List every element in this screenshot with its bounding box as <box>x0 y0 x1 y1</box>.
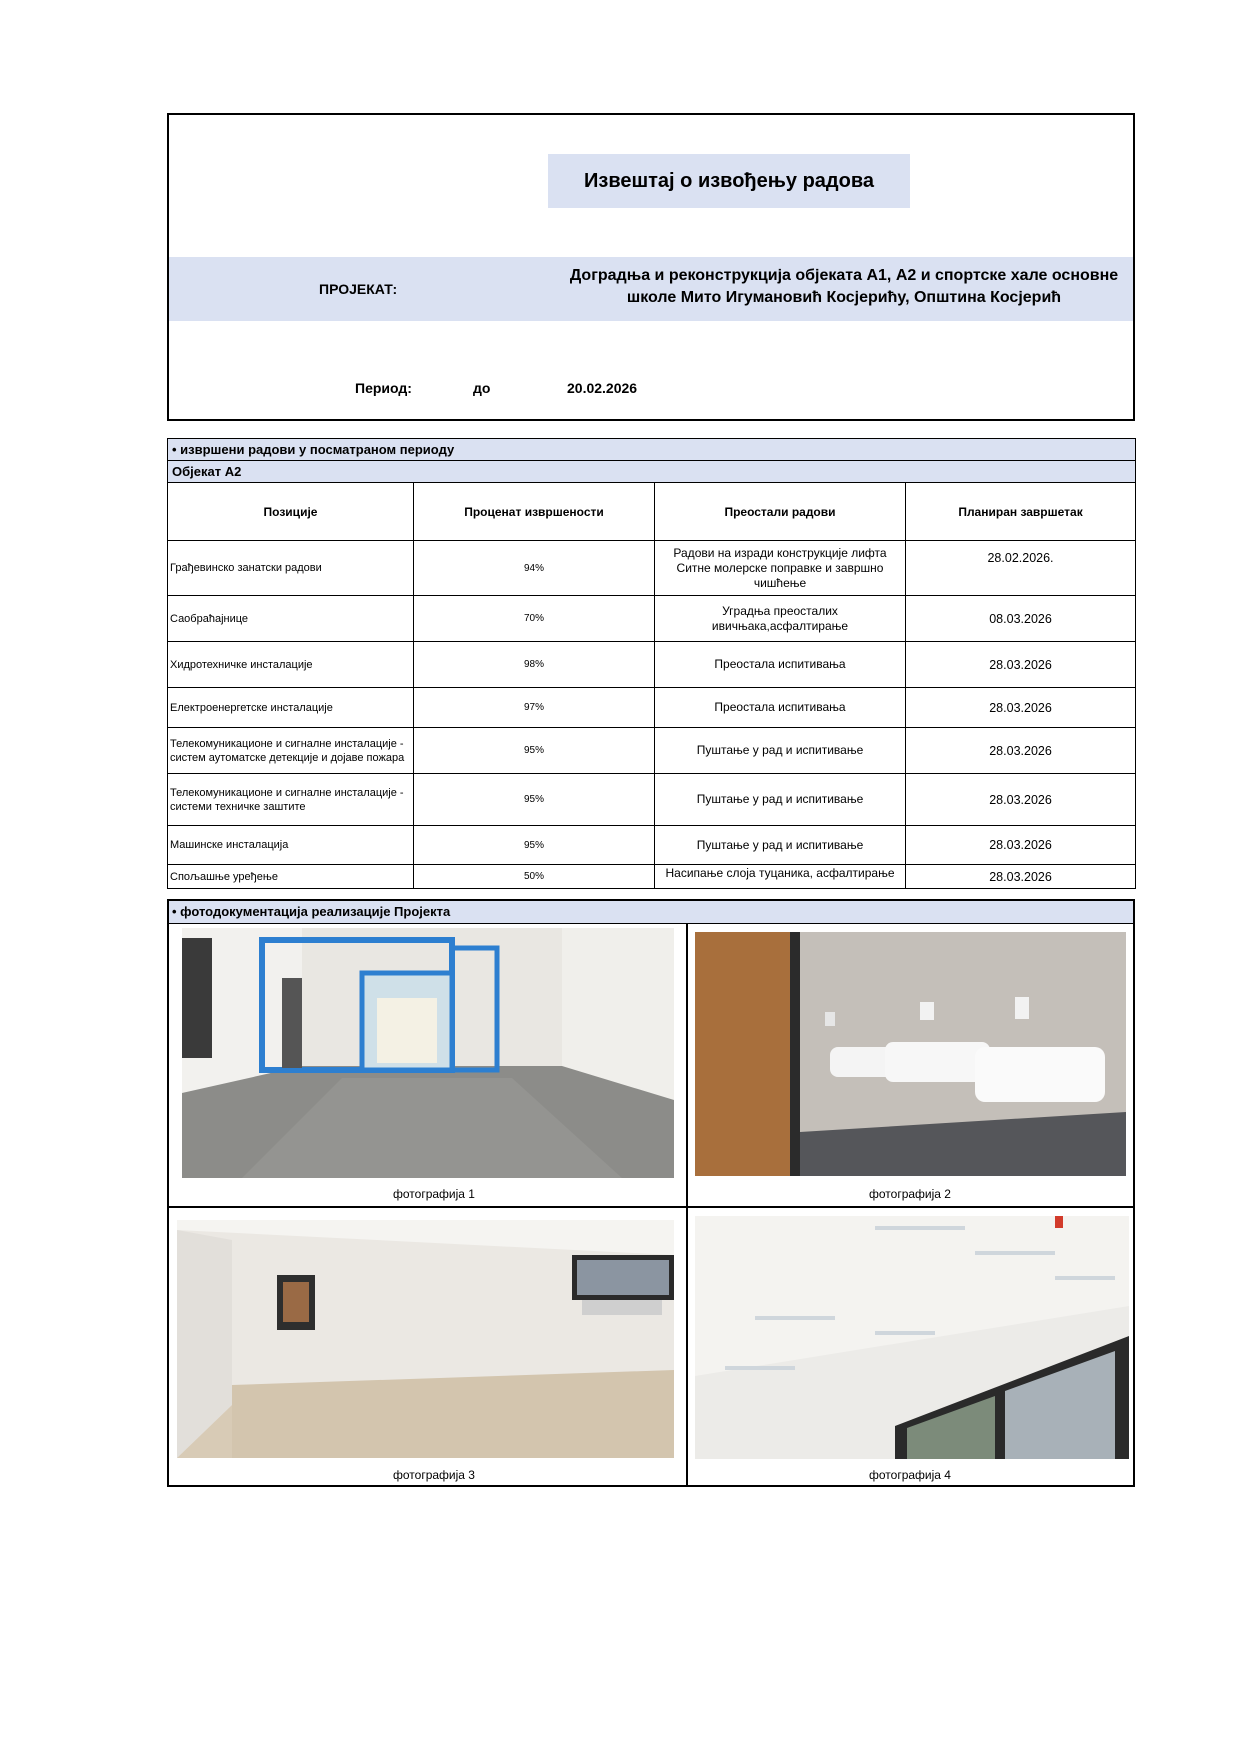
percent-cell: 95% <box>414 826 655 865</box>
photo-1-image <box>182 928 674 1178</box>
photo-section-title: • фотодокументација реализације Пројекта <box>169 901 1133 924</box>
percent-cell: 50% <box>414 865 655 889</box>
photo-3-image <box>177 1220 674 1458</box>
remaining-cell: Уградња преосталих ивичњака,асфалтирање <box>655 596 906 642</box>
report-header <box>167 113 1135 421</box>
remaining-cell: Пуштање у рад и испитивање <box>655 774 906 826</box>
position-cell: Телекомуникационе и сигналне инсталације - системи техничке заштите <box>168 774 414 826</box>
photo-1-caption: фотографија 1 <box>393 1187 475 1201</box>
percent-cell: 95% <box>414 728 655 774</box>
period-label: Период: <box>355 380 412 396</box>
remaining-cell: Пуштање у рад и испитивање <box>655 826 906 865</box>
remaining-cell: Радови на изради конструкције лифта Ситне молерске поправке и завршно чишћење <box>655 541 906 596</box>
planned-cell: 28.03.2026 <box>906 642 1136 688</box>
position-cell: Електроенергетске инсталације <box>168 688 414 728</box>
photo-4 <box>695 1216 1129 1459</box>
table-row <box>168 774 1136 826</box>
position-cell: Саобраћајнице <box>168 596 414 642</box>
project-name <box>554 265 1134 309</box>
planned-cell: 28.03.2026 <box>906 688 1136 728</box>
table-row <box>168 642 1136 688</box>
photo-4-caption: фотографија 4 <box>869 1468 951 1482</box>
project-name-line2: школе Мито Игумановић Косјерићу, Општина Косјерић <box>626 289 1062 306</box>
photo-3 <box>177 1220 674 1458</box>
period-until: до <box>473 380 491 396</box>
column-header-percent: Проценат извршености <box>414 483 655 541</box>
position-cell: Спољашње уређење <box>168 865 414 889</box>
photo-4-image <box>695 1216 1129 1459</box>
period-date: 20.02.2026 <box>567 380 638 396</box>
remaining-cell: Преостала испитивања <box>655 642 906 688</box>
planned-cell: 28.03.2026 <box>906 865 1136 889</box>
planned-cell: 28.02.2026. <box>906 541 1136 596</box>
column-header-remaining: Преостали радови <box>655 483 906 541</box>
column-header-planned: Планиран завршетак <box>906 483 1136 541</box>
remaining-cell: Пуштање у рад и испитивање <box>655 728 906 774</box>
table-header-row <box>168 483 1136 541</box>
percent-cell: 95% <box>414 774 655 826</box>
photo-grid-divider-horizontal <box>169 1206 1133 1208</box>
remaining-cell: Преостала испитивања <box>655 688 906 728</box>
percent-cell: 97% <box>414 688 655 728</box>
project-name-line1: Доградња и реконструкција објеката А1, А2 и спортске хале основне <box>569 267 1119 284</box>
planned-cell: 08.03.2026 <box>906 596 1136 642</box>
photo-2-image <box>695 932 1126 1176</box>
remaining-cell <box>655 865 906 889</box>
project-band <box>169 257 1133 321</box>
object-title: Објекат А2 <box>168 461 1136 483</box>
photo-section <box>167 899 1135 1487</box>
planned-cell: 28.03.2026 <box>906 728 1136 774</box>
table-row <box>168 865 1136 889</box>
report-title: Извештај о извођењу радова <box>548 154 910 208</box>
planned-cell: 28.03.2026 <box>906 826 1136 865</box>
photo-2-caption: фотографија 2 <box>869 1187 951 1201</box>
photo-3-caption: фотографија 3 <box>393 1468 475 1482</box>
works-table <box>167 438 1136 889</box>
planned-cell: 28.03.2026 <box>906 774 1136 826</box>
remaining-text: Насипање слоја туцаника, асфалтирање <box>665 866 895 880</box>
table-row <box>168 596 1136 642</box>
column-header-position: Позиције <box>168 483 414 541</box>
position-cell: Машинске инсталација <box>168 826 414 865</box>
table-row <box>168 541 1136 596</box>
works-section-title: • извршени радови у посматраном периоду <box>168 439 1136 461</box>
position-cell: Грађевинско занатски радови <box>168 541 414 596</box>
project-label: ПРОЈЕКАТ: <box>319 281 398 297</box>
percent-cell: 98% <box>414 642 655 688</box>
percent-cell: 94% <box>414 541 655 596</box>
table-row <box>168 728 1136 774</box>
percent-cell: 70% <box>414 596 655 642</box>
position-cell: Телекомуникационе и сигналне инсталације - систем аутоматске детекције и дојаве пожара <box>168 728 414 774</box>
table-row <box>168 826 1136 865</box>
photo-1 <box>182 928 674 1178</box>
table-row <box>168 688 1136 728</box>
photo-2 <box>695 932 1126 1176</box>
position-cell: Хидротехничке инсталације <box>168 642 414 688</box>
